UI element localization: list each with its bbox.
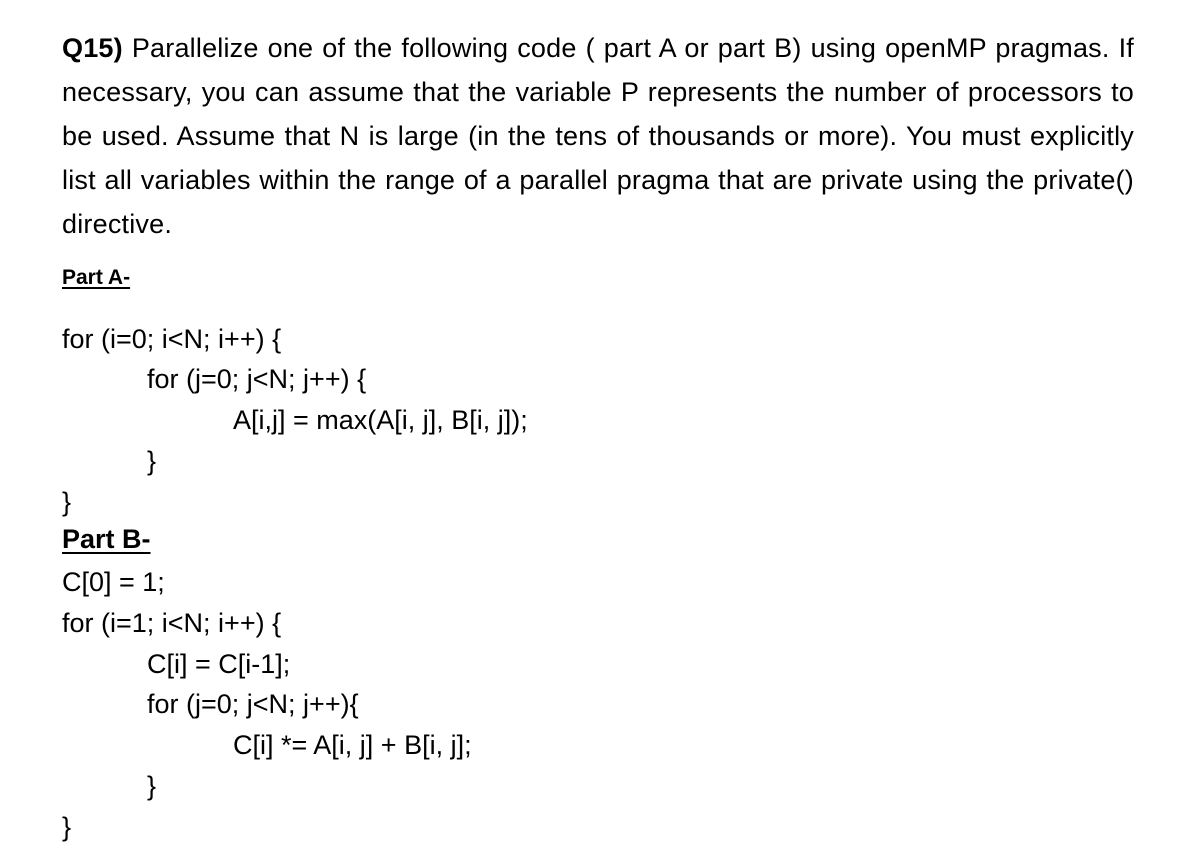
- part-b-code-line-5: C[i] *= A[i, j] + B[i, j];: [233, 730, 472, 760]
- part-b-code-line-4: for (j=0; j<N; j++){: [147, 689, 359, 719]
- part-b-code-line-2: for (i=1; i<N; i++) {: [62, 608, 282, 638]
- part-b-code-line-7: }: [62, 812, 72, 842]
- question-number: Q15): [62, 33, 123, 63]
- question-text: Parallelize one of the following code ( part A or part B) using openMP pragmas. If necessary, you can assume that the variable P represents the number of processors to be used. Assume that N is large (in the tens of thousands or more). You must explicitly list all variables within the range of a parallel pragma that are private using the private() directive.: [62, 33, 1134, 239]
- part-a-code-line-2: for (j=0; j<N; j++) {: [147, 364, 367, 394]
- part-a-code-line-3: A[i,j] = max(A[i, j], B[i, j]);: [233, 405, 528, 435]
- part-b-code-line-1: C[0] = 1;: [62, 567, 165, 597]
- part-a-heading: Part A-: [62, 266, 131, 289]
- part-b-code-line-3: C[i] = C[i-1];: [147, 649, 291, 679]
- part-a-code-line-1: for (i=0; i<N; i++) {: [62, 324, 282, 354]
- part-b-heading: Part B-: [62, 524, 151, 554]
- part-a-code-line-5: }: [62, 487, 72, 517]
- question-paragraph: [62, 26, 1134, 246]
- part-b-code-line-6: }: [147, 771, 157, 801]
- part-a-code-line-4: }: [147, 446, 157, 476]
